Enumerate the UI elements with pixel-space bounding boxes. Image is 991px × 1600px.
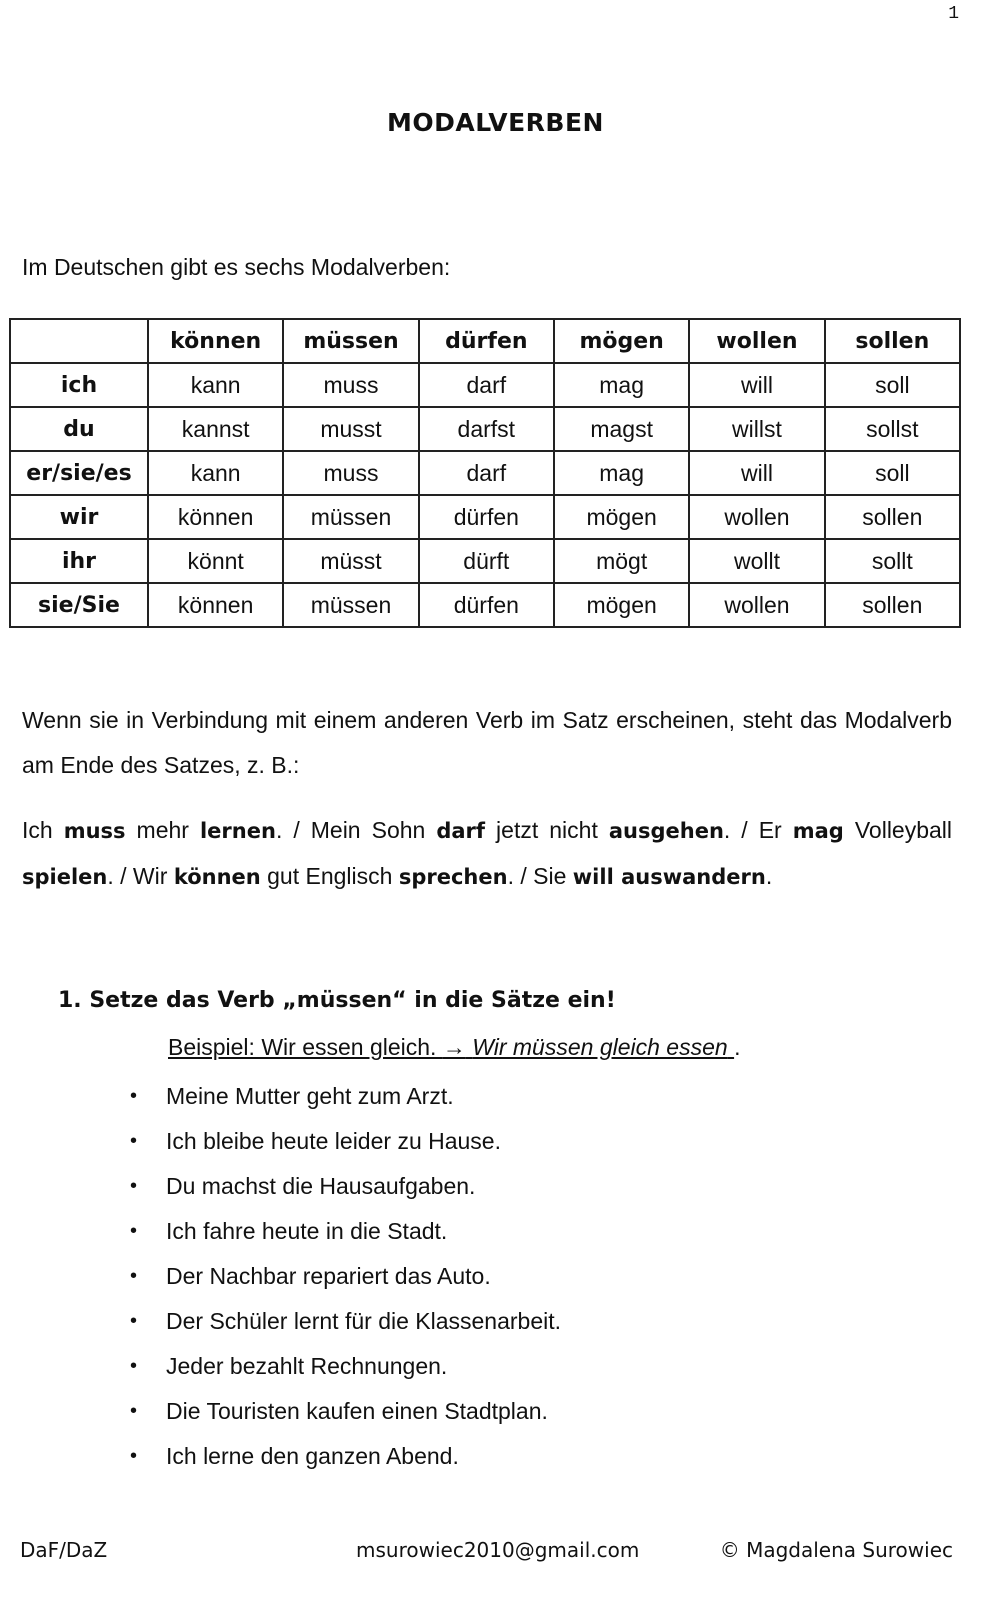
verb-form-cell: wollt — [689, 539, 824, 583]
verb-form-cell: kannst — [148, 407, 283, 451]
table-header-row — [10, 319, 960, 363]
verb-form-cell: magst — [554, 407, 689, 451]
verb-form-cell: sollen — [825, 495, 960, 539]
verb-form-cell: wollen — [689, 495, 824, 539]
verb-form-cell: mögen — [554, 583, 689, 627]
table-row — [10, 539, 960, 583]
bullet-icon: • — [130, 1220, 138, 1242]
exercise-sentence — [130, 1123, 561, 1168]
sentence-fragment: Ich — [22, 817, 64, 843]
table-header-cell: dürfen — [419, 319, 554, 363]
bullet-icon: • — [130, 1175, 138, 1197]
verb-form-cell: musst — [283, 407, 418, 451]
verb-form-cell: darf — [419, 363, 554, 407]
verb-form-cell: willst — [689, 407, 824, 451]
verb-form-cell: will — [689, 451, 824, 495]
highlighted-verb: darf — [436, 819, 486, 843]
example-sentences — [22, 808, 952, 900]
exercise-heading: 1. Setze das Verb „müssen“ in die Sätze ein! — [58, 988, 616, 1013]
bullet-icon: • — [130, 1265, 138, 1287]
table-header-cell: mögen — [554, 319, 689, 363]
verb-form-cell: mögt — [554, 539, 689, 583]
pronoun-cell: er/sie/es — [10, 451, 148, 495]
sentence-fragment: . / Sie — [507, 863, 573, 889]
example-period: . — [734, 1034, 741, 1060]
verb-form-cell: wollen — [689, 583, 824, 627]
sentence-fragment: . / Wir — [107, 863, 174, 889]
footer-course: DaF/DaZ — [20, 1538, 108, 1562]
intro-text: Im Deutschen gibt es sechs Modalverben: — [22, 254, 451, 280]
exercise-sentence-list — [130, 1078, 561, 1483]
verb-form-cell: dürft — [419, 539, 554, 583]
highlighted-verb: ausgehen — [608, 819, 724, 843]
pronoun-cell: du — [10, 407, 148, 451]
highlighted-verb: mag — [792, 819, 844, 843]
verb-form-cell: sollst — [825, 407, 960, 451]
highlighted-verb: lernen — [199, 819, 276, 843]
sentence-fragment: jetzt nicht — [485, 817, 609, 843]
exercise-sentence — [130, 1348, 561, 1393]
sentence-fragment: . / Er — [723, 817, 793, 843]
verb-form-cell: müsst — [283, 539, 418, 583]
example-text — [168, 1034, 734, 1060]
verb-form-cell: sollt — [825, 539, 960, 583]
sentence-text: Die Touristen kaufen einen Stadtplan. — [166, 1398, 548, 1424]
verb-form-cell: mögen — [554, 495, 689, 539]
sentence-text: Du machst die Hausaufgaben. — [166, 1173, 476, 1199]
bullet-icon: • — [130, 1130, 138, 1152]
bullet-icon: • — [130, 1400, 138, 1422]
verb-form-cell: können — [148, 495, 283, 539]
verb-form-cell: sollen — [825, 583, 960, 627]
example-answer: Wir müssen gleich essen — [472, 1034, 728, 1060]
sentence-text: Ich fahre heute in die Stadt. — [166, 1218, 448, 1244]
sentence-fragment: . / Mein Sohn — [275, 817, 437, 843]
verb-form-cell: müssen — [283, 495, 418, 539]
page-title: MODALVERBEN — [387, 108, 604, 137]
verb-form-cell: dürfen — [419, 583, 554, 627]
sentence-text: Ich bleibe heute leider zu Hause. — [166, 1128, 501, 1154]
verb-form-cell: soll — [825, 363, 960, 407]
highlighted-verb: will auswandern — [572, 865, 766, 889]
sentence-text: Meine Mutter geht zum Arzt. — [166, 1083, 454, 1109]
exercise-sentence — [130, 1393, 561, 1438]
verb-form-cell: muss — [283, 451, 418, 495]
highlighted-verb: sprechen — [398, 865, 508, 889]
exercise-sentence — [130, 1258, 561, 1303]
table-row — [10, 451, 960, 495]
sentence-fragment: mehr — [125, 817, 200, 843]
exercise-sentence — [130, 1438, 561, 1483]
exercise-sentence — [130, 1168, 561, 1213]
table-header-cell: können — [148, 319, 283, 363]
verb-form-cell: kann — [148, 363, 283, 407]
bullet-icon: • — [130, 1085, 138, 1107]
table-header-cell: wollen — [689, 319, 824, 363]
page-number: 1 — [948, 4, 959, 24]
sentence-text: Der Nachbar repariert das Auto. — [166, 1263, 491, 1289]
verb-form-cell: will — [689, 363, 824, 407]
bullet-icon: • — [130, 1445, 138, 1467]
sentence-text: Der Schüler lernt für die Klassenarbeit. — [166, 1308, 562, 1334]
pronoun-cell: wir — [10, 495, 148, 539]
verb-form-cell: muss — [283, 363, 418, 407]
highlighted-verb: spielen — [22, 865, 108, 889]
verb-form-cell: soll — [825, 451, 960, 495]
footer-copyright: © Magdalena Surowiec — [719, 1538, 953, 1562]
table-corner-cell — [10, 319, 148, 363]
verb-form-cell: mag — [554, 363, 689, 407]
sentence-text: Ich lerne den ganzen Abend. — [166, 1443, 459, 1469]
bullet-icon: • — [130, 1355, 138, 1377]
verb-form-cell: könnt — [148, 539, 283, 583]
sentence-fragment: gut Englisch — [260, 863, 399, 889]
table-row — [10, 407, 960, 451]
exercise-example — [168, 1034, 740, 1061]
highlighted-verb: muss — [63, 819, 126, 843]
highlighted-verb: können — [173, 865, 261, 889]
verb-form-cell: können — [148, 583, 283, 627]
sentence-text: Jeder bezahlt Rechnungen. — [166, 1353, 448, 1379]
exercise-sentence — [130, 1303, 561, 1348]
table-header-cell: müssen — [283, 319, 418, 363]
footer-email: msurowiec2010@gmail.com — [356, 1538, 640, 1562]
exercise-sentence — [130, 1078, 561, 1123]
bullet-icon: • — [130, 1310, 138, 1332]
verb-form-cell: müssen — [283, 583, 418, 627]
table-header-cell: sollen — [825, 319, 960, 363]
modal-verb-table — [9, 318, 961, 628]
example-label: Beispiel: Wir essen gleich. — [168, 1034, 443, 1060]
verb-form-cell: dürfen — [419, 495, 554, 539]
sentence-fragment: Volleyball — [843, 817, 953, 843]
pronoun-cell: ihr — [10, 539, 148, 583]
exercise-sentence — [130, 1213, 561, 1258]
pronoun-cell: sie/Sie — [10, 583, 148, 627]
explanation-paragraph: Wenn sie in Verbindung mit einem anderen Verb im Satz erscheinen, steht das Modalverb am Ende des Satzes, z. B.: — [22, 707, 952, 778]
sentence-fragment: . — [765, 863, 773, 889]
pronoun-cell: ich — [10, 363, 148, 407]
verb-form-cell: kann — [148, 451, 283, 495]
table-row — [10, 363, 960, 407]
verb-form-cell: darfst — [419, 407, 554, 451]
arrow-icon: → — [442, 1034, 466, 1060]
verb-form-cell: darf — [419, 451, 554, 495]
table-row — [10, 495, 960, 539]
verb-form-cell: mag — [554, 451, 689, 495]
table-row — [10, 583, 960, 627]
